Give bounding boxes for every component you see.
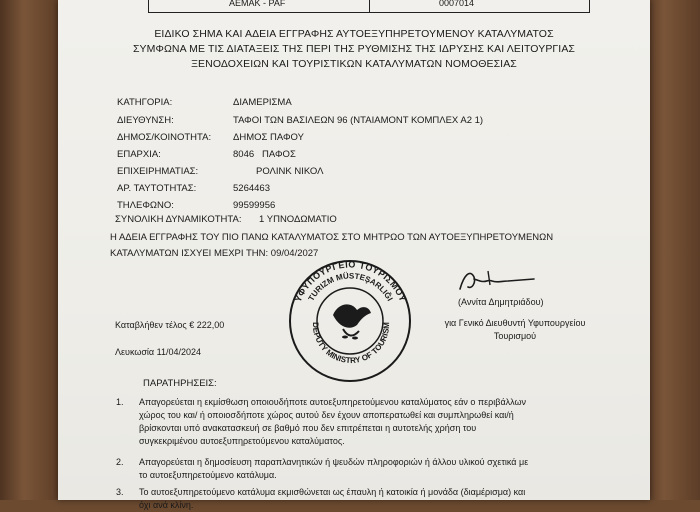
certificate-document [58, 0, 650, 510]
place-and-date [115, 347, 201, 357]
stamp-text-inner: DEPUTY MINISTRY OF TOURISM [310, 322, 392, 366]
remark-number: 1. [116, 397, 124, 407]
field-value-municipality: ΔΗΜΟΣ ΠΑΦΟΥ [233, 132, 304, 143]
remark-text-line: όχι ανά κλίνη. [139, 500, 194, 510]
ministry-stamp-icon [283, 255, 418, 385]
field-value-phone: 99599956 [233, 200, 276, 211]
field-value-category: ΔΙΑΜΕΡΙΣΜΑ [233, 97, 292, 108]
signer-title-line-2: Τουρισμού [493, 331, 537, 341]
remark-text-line: βρίσκονται υπό ανακατασκευή σε βαθμό που δεν επιτρέπεται η αυτοτελής χρήση του [139, 423, 477, 433]
remark-text-line: Απαγορεύεται η δημοσίευση παραπλανητικών ή ψευδών πληροφοριών ή άλλου υλικού σχετικά με [139, 457, 529, 467]
remark-item [116, 396, 636, 450]
svg-text:DEPUTY MINISTRY OF TOURISM [311, 322, 391, 365]
field-label-phone: ΤΗΛΕΦΩΝΟ: [117, 200, 174, 211]
issue-date: 11/04/2024 [156, 347, 202, 357]
field-value-capacity: 1 ΥΠΝΟΔΩΜΑΤΙΟ [259, 214, 337, 225]
field-value-id-number: 5264463 [233, 183, 270, 194]
fee-amount: € 222,00 [189, 320, 225, 330]
license-number: 0007014 [439, 0, 475, 8]
field-label-category: ΚΑΤΗΓΟΡΙΑ: [117, 97, 173, 108]
field-label-entrepreneur: ΕΠΙΧΕΙΡΗΜΑΤΙΑΣ: [117, 166, 199, 177]
remark-number: 2. [116, 457, 124, 467]
stamp-text-outer: ΥΦΥΠΟΥΡΓΕΙΟ ΤΟΥΡΙΣΜΟΥ [292, 259, 409, 304]
signer-name: (Αννίτα Δημητριάδου) [458, 297, 544, 307]
fee-paid [115, 320, 224, 330]
field-value-district: 8046 ΠΑΦΟΣ [233, 149, 296, 160]
remark-number: 3. [116, 487, 124, 497]
remark-text-line: συγκεκριμένου αυτοεξυπηρετούμενου καταλύματος. [139, 436, 345, 446]
place: Λευκωσία [115, 347, 155, 357]
field-label-id-number: ΑΡ. ΤΑΥΤΟΤΗΤΑΣ: [117, 183, 197, 194]
validity-prefix: ΚΑΤΑΛΥΜΑΤΩΝ ΙΣΧΥΕΙ ΜΕΧΡΙ ΤΗΝ: [110, 248, 269, 259]
heading-line-3: ΞΕΝΟΔΟΧΕΙΩΝ ΚΑΙ ΤΟΥΡΙΣΤΙΚΩΝ ΚΑΤΑΛΥΜΑΤΩΝ ΝΟΜΟΘΕΣΙΑΣ [191, 58, 517, 70]
remark-item [116, 456, 636, 484]
remark-text-line: το αυτοεξυπηρετούμενο κατάλυμα. [139, 470, 277, 480]
remark-item [116, 486, 636, 510]
remark-text-line: Απαγορεύεται η εκμίσθωση οποιουδήποτε αυτοεξυπηρετούμενου καταλύματος εάν ο περιβάλλων [139, 397, 527, 407]
field-value-entrepreneur: ΡΟΛΙΝΚ ΝΙΚΟΛ [256, 166, 324, 177]
stamp-text-middle: TURIZM MÜSTEŞARLIĞI [306, 271, 395, 303]
validity-line-1: Η ΑΔΕΙΑ ΕΓΓΡΑΦΗΣ ΤΟΥ ΠΙΟ ΠΑΝΩ ΚΑΤΑΛΥΜΑΤΟΣ ΣΤΟ ΜΗΤΡΩΟ ΤΩΝ ΑΥΤΟΕΞΥΠΗΡΕΤΟΥΜΕΝΩΝ [110, 232, 554, 243]
field-value-address: ΤΑΦΟΙ ΤΩΝ ΒΑΣΙΛΕΩΝ 96 (ΝΤΑΙΑΜΟΝΤ ΚΟΜΠΛΕΧ Α2 1) [233, 115, 484, 126]
remark-text-line: χώρος του και/ ή οποιοσδήποτε χώρος αυτού δεν έχουν αποπερατωθεί και συμπληρωθεί και/ή [139, 410, 514, 420]
registration-table [148, 0, 590, 13]
field-label-capacity: ΣΥΝΟΛΙΚΗ ΔΥΝΑΜΙΚΟΤΗΤΑ: [115, 214, 242, 225]
heading-line-2: ΣΥΜΦΩΝΑ ΜΕ ΤΙΣ ΔΙΑΤΑΞΕΙΣ ΤΗΣ ΠΕΡΙ ΤΗΣ ΡΥΘΜΙΣΗΣ ΤΗΣ ΙΔΡΥΣΗΣ ΚΑΙ ΛΕΙΤΟΥΡΓΙΑΣ [132, 43, 576, 55]
expiry-date: 09/04/2027 [270, 248, 319, 259]
heading-line-1: ΕΙΔΙΚΟ ΣΗΜΑ ΚΑΙ ΑΔΕΙΑ ΕΓΓΡΑΦΗΣ ΑΥΤΟΕΞΥΠΗΡΕΤΟΥΜΕΝΟΥ ΚΑΤΑΛΥΜΑΤΟΣ [154, 28, 554, 40]
field-label-district: ΕΠΑΡΧΙΑ: [117, 149, 161, 160]
field-label-address: ΔΙΕΥΘΥΝΣΗ: [117, 115, 174, 126]
signer-title-line-1: για Γενικό Διευθυντή Υφυπουργείου [444, 318, 586, 328]
fee-label: Καταβλήθεν τέλος [115, 320, 187, 330]
remark-text-line: Το αυτοεξυπηρετούμενο κατάλυμα εκμισθώνεται ως έπαυλη ή κατοικία ή μονάδα (διαμέρισμα) και [139, 487, 526, 497]
remarks-title: ΠΑΡΑΤΗΡΗΣΕΙΣ: [143, 378, 217, 389]
license-code: ΑΕΜΑΚ - PAF [229, 0, 286, 8]
handwritten-signature [458, 265, 538, 295]
wood-background-left [0, 0, 60, 500]
dove-emblem-icon [333, 304, 371, 339]
table-divider [369, 0, 370, 12]
field-label-municipality: ΔΗΜΟΣ/ΚΟΙΝΟΤΗΤΑ: [117, 132, 212, 143]
